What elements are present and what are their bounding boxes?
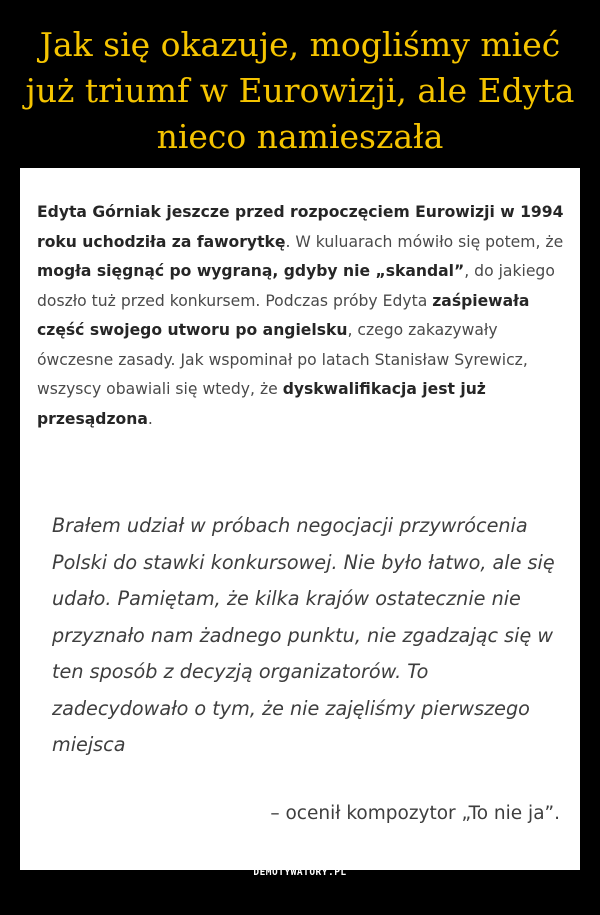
- bold-fragment: zaśpiewała część swojego utworu po angielsku: [37, 291, 530, 339]
- text-fragment: , do jakiego doszło tuż przed konkursem. Podczas próby Edyta: [37, 262, 555, 310]
- quote-attribution: – ocenił kompozytor „To nie ja”.: [270, 803, 560, 824]
- quote-text: Brałem udział w próbach negocjacji przywrócenia Polski do stawki konkursowej. Nie było łatwo, ale się udało. Pamiętam, że kilka krajów ostatecznie nie przyznało nam żadnego punktu, nie zgadzając się w ten sposób z decyzją organizatorów. To zadecydowało o tym, że nie zajęliśmy pierwszego miejsca: [52, 514, 555, 756]
- watermark-logo: DEMOTYWATORY.PL: [253, 867, 347, 878]
- page-title: Jak się okazuje, mogliśmy mieć już triumf w Eurowizji, ale Edyta nieco namieszała: [25, 25, 575, 156]
- text-fragment: , czego zakazywały ówczesne zasady. Jak wspominał po latach Stanisław Syrewicz, wszyscy obawiali się wtedy, że: [37, 321, 528, 398]
- text-fragment: .: [147, 409, 153, 428]
- bold-fragment: Edyta Górniak jeszcze przed rozpoczęciem Eurowizji w 1994 roku uchodziła za faworytkę: [37, 203, 564, 251]
- bold-fragment: mogła sięgnąć po wygraną, gdyby nie „skandal”: [37, 262, 465, 280]
- text-fragment: . W kuluarach mówiło się potem, że: [285, 232, 564, 251]
- bold-fragment: dyskwalifikacja jest już przesądzona: [37, 380, 486, 428]
- content-card: [20, 168, 580, 870]
- article-paragraph: [37, 198, 567, 434]
